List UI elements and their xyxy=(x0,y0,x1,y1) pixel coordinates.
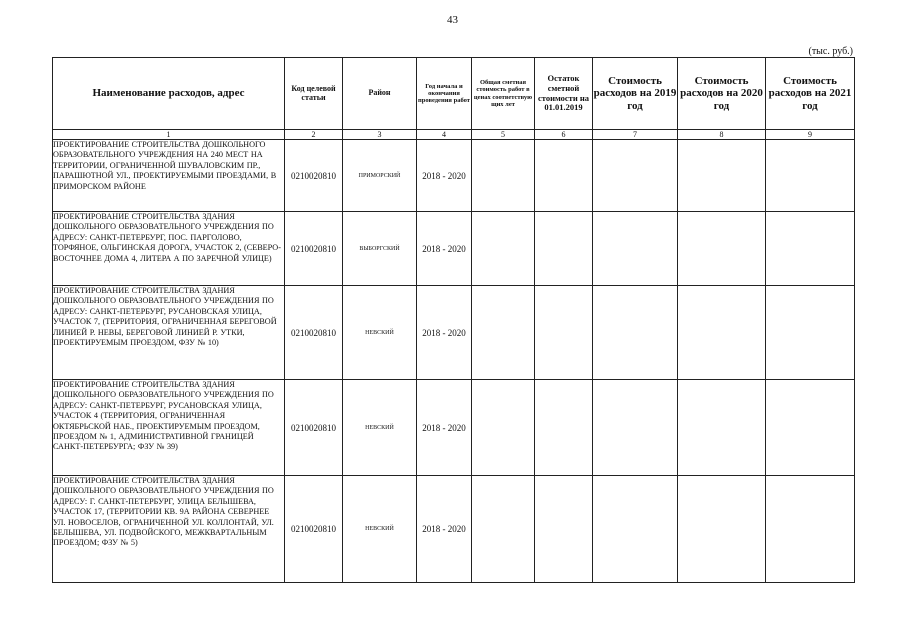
table-row xyxy=(53,286,855,380)
target-code: 0210020810 xyxy=(285,380,343,476)
total-cost-cell xyxy=(472,140,535,212)
col-number: 2 xyxy=(285,130,343,140)
expense-name: ПРОЕКТИРОВАНИЕ СТРОИТЕЛЬСТВА ЗДАНИЯ ДОШКОЛЬНОГО ОБРАЗОВАТЕЛЬНОГО УЧРЕЖДЕНИЯ ПО АДРЕСУ: Г. САНКТ-ПЕТЕРБУРГ, УЛИЦА БЕЛЫШЕВА, УЧАСТОК 17, (ТЕРРИТОРИИ КВ. 9А РАЙОНА СЕВЕРНЕЕ УЛ. НОВОСЕЛОВ, ОГРАНИЧЕННОЙ УЛ. КОЛЛОНТАЙ, УЛ. БЕЛЫШЕВА, УЛ. ПОДВОЙСКОГО, МЕЖКВАРТАЛЬНЫМ ПРОЕЗДОМ; ФЗУ № 5) xyxy=(53,476,285,583)
cost-2019-cell xyxy=(593,140,678,212)
col-header-code: Код целевой статьи xyxy=(285,58,343,130)
col-number: 1 xyxy=(53,130,285,140)
col-number: 6 xyxy=(535,130,593,140)
district: НЕВСКИЙ xyxy=(343,380,417,476)
table-row xyxy=(53,476,855,583)
remaining-cost-cell xyxy=(535,140,593,212)
total-cost-cell xyxy=(472,286,535,380)
col-header-name: Наименование расходов, адрес xyxy=(53,58,285,130)
budget-table xyxy=(52,57,855,583)
cost-2020-cell xyxy=(678,476,766,583)
column-number-row xyxy=(53,130,855,140)
cost-2021-cell xyxy=(766,212,855,286)
target-code: 0210020810 xyxy=(285,476,343,583)
table-row xyxy=(53,140,855,212)
work-years: 2018 - 2020 xyxy=(417,212,472,286)
col-number: 4 xyxy=(417,130,472,140)
cost-2020-cell xyxy=(678,286,766,380)
district: НЕВСКИЙ xyxy=(343,476,417,583)
cost-2021-cell xyxy=(766,286,855,380)
col-header-cost-2019: Стоимость расходов на 2019 год xyxy=(593,58,678,130)
work-years: 2018 - 2020 xyxy=(417,476,472,583)
cost-2021-cell xyxy=(766,140,855,212)
district: ВЫБОРГСКИЙ xyxy=(343,212,417,286)
expense-name: ПРОЕКТИРОВАНИЕ СТРОИТЕЛЬСТВА ЗДАНИЯ ДОШКОЛЬНОГО ОБРАЗОВАТЕЛЬНОГО УЧРЕЖДЕНИЯ ПО АДРЕСУ: САНКТ-ПЕТЕРБУРГ, РУСАНОВСКАЯ УЛИЦА, УЧАСТОК 7, (ТЕРРИТОРИЯ, ОГРАНИЧЕННАЯ БЕРЕГОВОЙ ЛИНИЕЙ Р. НЕВЫ, БЕРЕГОВОЙ ЛИНИЕЙ Р. УТКИ, ПРОЕКТИРУЕМЫМ ПРОЕЗДОМ, ФЗУ № 10) xyxy=(53,286,285,380)
col-number: 7 xyxy=(593,130,678,140)
col-number: 8 xyxy=(678,130,766,140)
district: ПРИМОРСКИЙ xyxy=(343,140,417,212)
expense-name: ПРОЕКТИРОВАНИЕ СТРОИТЕЛЬСТВА ЗДАНИЯ ДОШКОЛЬНОГО ОБРАЗОВАТЕЛЬНОГО УЧРЕЖДЕНИЯ ПО АДРЕСУ: САНКТ-ПЕТЕРБУРГ, РУСАНОВСКАЯ УЛИЦА, УЧАСТОК 4 (ТЕРРИТОРИЯ, ОГРАНИЧЕННАЯ ОКТЯБРЬСКОЙ НАБ., ПРОЕКТИРУЕМЫМ ПРОЕЗДОМ, ПРОЕЗДОМ № 1, АДМИНИСТРАТИВНОЙ ГРАНИЦЕЙ САНКТ-ПЕТЕРБУРГА; ФЗУ № 39) xyxy=(53,380,285,476)
page-number: 43 xyxy=(447,14,458,26)
cost-2020-cell xyxy=(678,140,766,212)
remaining-cost-cell xyxy=(535,286,593,380)
expense-name: ПРОЕКТИРОВАНИЕ СТРОИТЕЛЬСТВА ДОШКОЛЬНОГО ОБРАЗОВАТЕЛЬНОГО УЧРЕЖДЕНИЯ НА 240 МЕСТ НА ТЕРРИТОРИИ, ОГРАНИЧЕННОЙ ШУВАЛОВСКИМ ПР., ПАРАШЮТНОЙ УЛ., ПРОЕКТИРУЕМЫМИ ПРОЕЗДАМИ, В ПРИМОРСКОМ РАЙОНЕ xyxy=(53,140,285,212)
work-years: 2018 - 2020 xyxy=(417,140,472,212)
table-row xyxy=(53,212,855,286)
col-header-district: Район xyxy=(343,58,417,130)
col-number: 9 xyxy=(766,130,855,140)
col-header-cost-2020: Стоимость расходов на 2020 год xyxy=(678,58,766,130)
remaining-cost-cell xyxy=(535,476,593,583)
cost-2019-cell xyxy=(593,286,678,380)
units-label: (тыс. руб.) xyxy=(808,46,853,57)
cost-2020-cell xyxy=(678,380,766,476)
cost-2021-cell xyxy=(766,476,855,583)
table-row xyxy=(53,380,855,476)
target-code: 0210020810 xyxy=(285,140,343,212)
target-code: 0210020810 xyxy=(285,286,343,380)
total-cost-cell xyxy=(472,212,535,286)
col-header-total-cost: Общая сметная стоимость работ в ценах соответствую щих лет xyxy=(472,58,535,130)
cost-2019-cell xyxy=(593,476,678,583)
col-number: 5 xyxy=(472,130,535,140)
district: НЕВСКИЙ xyxy=(343,286,417,380)
work-years: 2018 - 2020 xyxy=(417,286,472,380)
remaining-cost-cell xyxy=(535,212,593,286)
col-header-remaining-cost: Остаток сметной стоимости на 01.01.2019 xyxy=(535,58,593,130)
col-header-years: Год начала и окончания проведения работ xyxy=(417,58,472,130)
remaining-cost-cell xyxy=(535,380,593,476)
cost-2021-cell xyxy=(766,380,855,476)
expense-name: ПРОЕКТИРОВАНИЕ СТРОИТЕЛЬСТВА ЗДАНИЯ ДОШКОЛЬНОГО ОБРАЗОВАТЕЛЬНОГО УЧРЕЖДЕНИЯ ПО АДРЕСУ: САНКТ-ПЕТЕРБУРГ, ПОС. ПАРГОЛОВО, ТОРФЯНОЕ, ОЛЬГИНСКАЯ ДОРОГА, УЧАСТОК 2, (СЕВЕРО-ВОСТОЧНЕЕ ДОМА 4, ЛИТЕРА А ПО ЗАРЕЧНОЙ УЛИЦЕ) xyxy=(53,212,285,286)
col-header-cost-2021: Стоимость расходов на 2021 год xyxy=(766,58,855,130)
col-number: 3 xyxy=(343,130,417,140)
target-code: 0210020810 xyxy=(285,212,343,286)
total-cost-cell xyxy=(472,476,535,583)
cost-2020-cell xyxy=(678,212,766,286)
total-cost-cell xyxy=(472,380,535,476)
work-years: 2018 - 2020 xyxy=(417,380,472,476)
cost-2019-cell xyxy=(593,212,678,286)
header-row xyxy=(53,58,855,130)
cost-2019-cell xyxy=(593,380,678,476)
